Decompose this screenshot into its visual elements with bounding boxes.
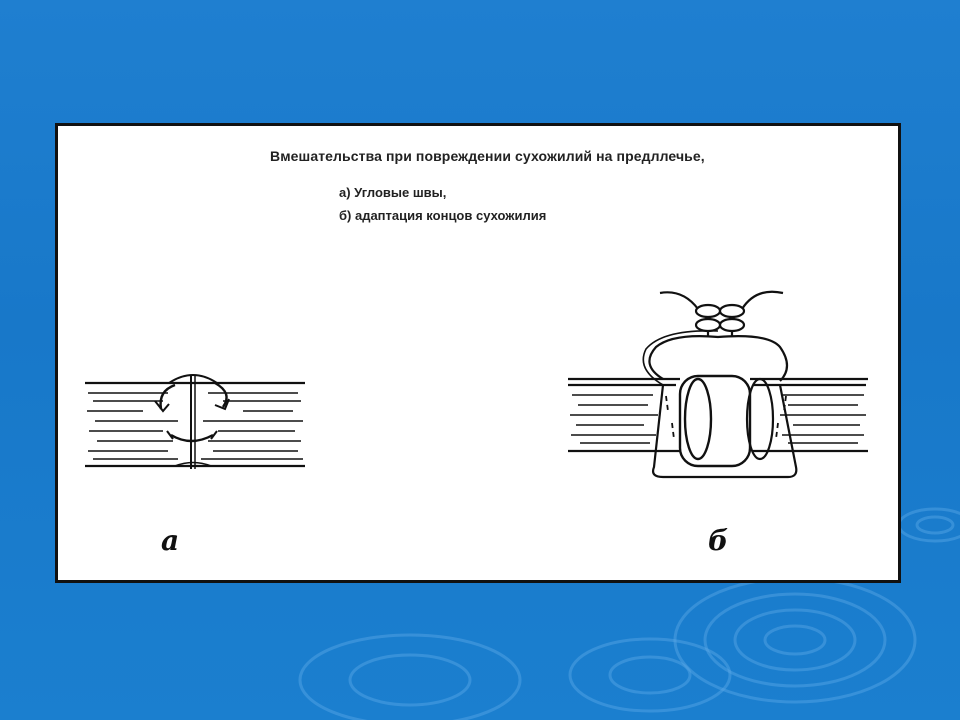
item-b-label: б) адаптация концов сухожилия <box>339 208 547 223</box>
figure-b-caption: б <box>708 524 729 557</box>
item-a-label: а) Угловые швы, <box>339 185 447 200</box>
figure-b-tendon-adaptation <box>568 281 868 496</box>
figure-a-caption: а <box>161 524 180 557</box>
diagram-panel <box>55 123 901 583</box>
diagram-heading: Вмешательства при повреждении сухожилий на предллечье, <box>270 148 705 164</box>
figure-a-corner-sutures <box>83 371 308 476</box>
